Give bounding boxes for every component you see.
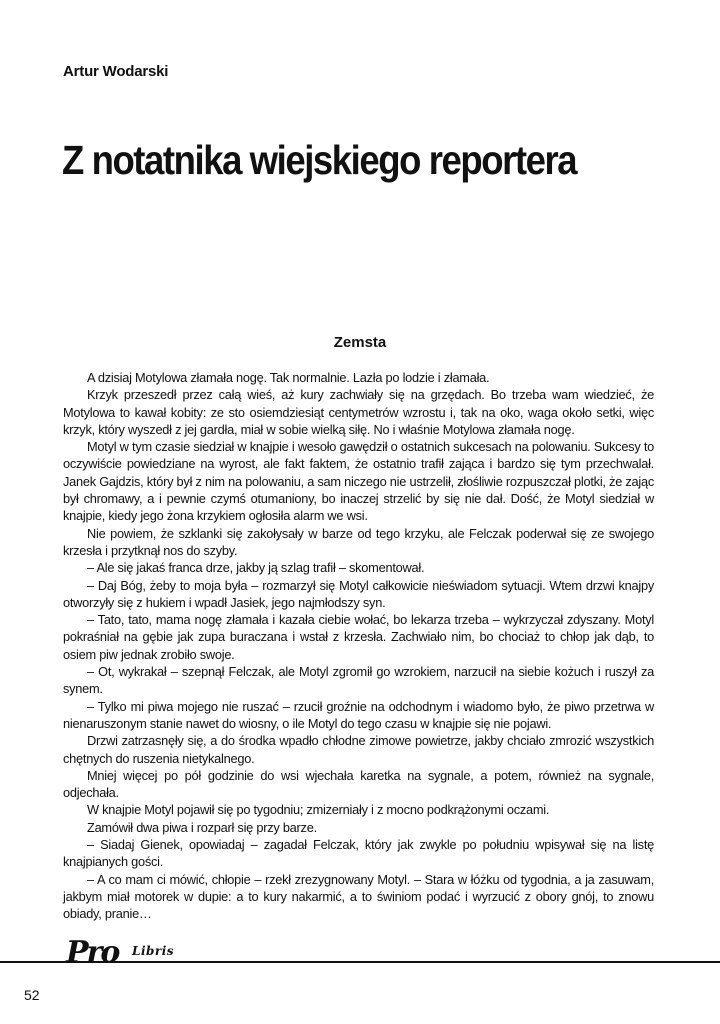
- section-title: Zemsta: [333, 334, 387, 351]
- publisher-logo-subtitle: Libris: [132, 944, 175, 958]
- paragraph: Mniej więcej po pół godzinie do wsi wjechała karetka na sygnale, a potem, również na sygnale, odjechała.: [63, 767, 654, 801]
- article-body: [63, 369, 654, 923]
- paragraph: Drzwi zatrzasnęły się, a do środka wpadło chłodne zimowe powietrze, jakby chciało zmrozić wszystkich chętnych do ruszenia nietykalnego.: [63, 733, 654, 766]
- publisher-logo: Pro: [66, 935, 119, 970]
- paragraph: – Tato, tato, mama nogę złamała i kazała ciebie wołać, bo lekarza trzeba – wykrzyczał zdyszany. Motyl pokraśniał na gębie jak zupa buraczana i wstał z krzesła. Zachwiało nim, bo chociaż to chłop jak dąb, to osiem piw jednak zrobiło swoje.: [63, 612, 654, 662]
- paragraph: Nie powiem, że szklanki się zakołysały w barze od tego krzyku, ale Felczak poderwał się ze swojego krzesła i przytknął nos do szyby.: [63, 525, 654, 558]
- paragraph: – Tylko mi piwa mojego nie ruszać – rzucił groźnie na odchodnym i wiadomo było, że piwo przetrwa w nienaruszonym stanie nawet do wiosny, o ile Motyl do tego czasu w knajpie się nie pojawi.: [63, 698, 654, 731]
- paragraph: Motyl w tym czasie siedział w knajpie i wesoło gawędził o ostatnich sukcesach na polowaniu. Sukcesy to oczywiście powiedziane na wyrost, ale fakt faktem, że ostatnio trafił zająca i bardzo się tym przechwalał. Janek Gajdzis, który był z nim na polowaniu, a sam niczego nie ustrzelił, złośliwie rozpuszczał plotki, że zając był chromawy, a i pewnie czymś otumaniony, bo inaczej strzelić by się nie dał. Dość, że Motyl siedział w knajpie, kiedy jego żona krzykiem ogłosiła alarm we wsi.: [63, 439, 654, 524]
- article-title: Z notatnika wiejskiego reportera: [62, 137, 577, 183]
- paragraph: – Daj Bóg, żeby to moja była – rozmarzył się Motyl całkowicie nieświadom sytuacji. Wtem drzwi knajpy otworzyły się z hukiem i wpadł Jasiek, jego najmłodszy syn.: [63, 577, 654, 610]
- paragraph: – Ale się jakaś franca drze, jakby ją szlag trafił – skomentował.: [87, 560, 425, 576]
- paragraph: – A co mam ci mówić, chłopie – rzekł zrezygnowany Motyl. – Stara w łóżku od tygodnia, a ja zasuwam, jakbym miał motorek w dupie: a to kury nakarmić, a to świniom podać i wyrzucić z obory gnój, to znowu obiady, pranie…: [63, 871, 654, 922]
- paragraph: – Ot, wykrakał – szepnął Felczak, ale Motyl zgromił go wzrokiem, narzucił na siebie kożuch i ruszył za synem.: [63, 664, 654, 697]
- paragraph: Zamówił dwa piwa i rozparł się przy barze.: [87, 819, 317, 835]
- paragraph: W knajpie Motyl pojawił się po tygodniu; zmizerniały i z mocno podkrążonymi oczami.: [87, 802, 550, 818]
- author-name: Artur Wodarski: [63, 63, 169, 80]
- page-number: 52: [24, 987, 40, 1003]
- paragraph: – Siadaj Gienek, opowiadaj – zagadał Felczak, który jak zwykle po południu wpisywał się na listę knajpianych gości.: [63, 837, 654, 870]
- paragraph: Krzyk przeszedł przez całą wieś, aż kury zachwiały się na grzędach. Bo trzeba wam wiedzieć, że Motylowa to kawał kobity: ze sto osiemdziesiąt centymetrów wzrostu i, tak na oko, waga około setki, więc krzyk, który wyszedł z jej gardła, miał w sobie wielką siłę. No i właśnie Motylowa złamała nogę.: [63, 387, 654, 437]
- paragraph: A dzisiaj Motylowa złamała nogę. Tak normalnie. Lazła po lodzie i złamała.: [87, 370, 490, 385]
